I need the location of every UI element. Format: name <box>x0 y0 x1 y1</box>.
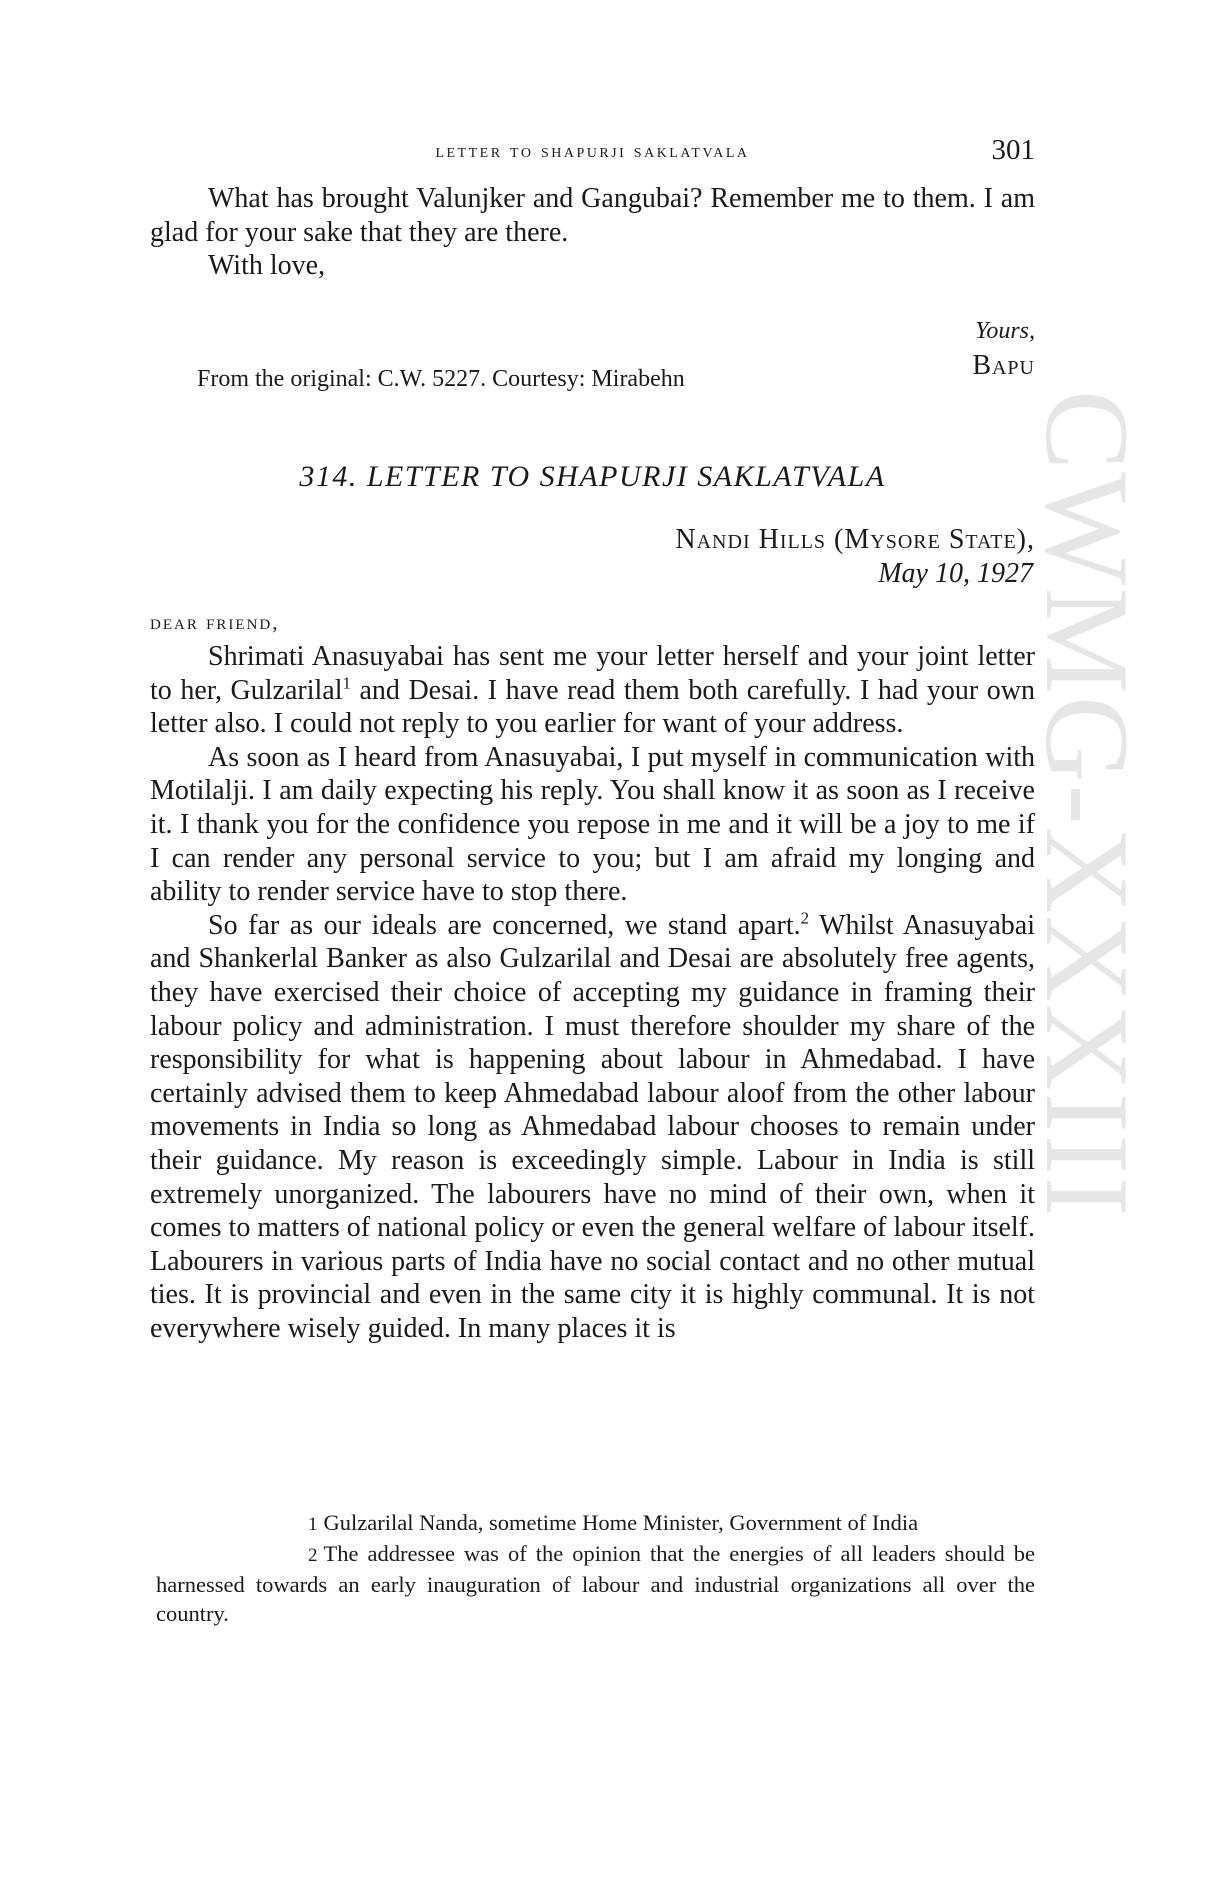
footnote-mark: 1 <box>308 1514 318 1535</box>
previous-letter-valediction: With love, <box>208 250 326 282</box>
signature: Bapu <box>972 350 1035 381</box>
footnotes <box>156 1508 1035 1628</box>
previous-letter-ending <box>150 182 1035 283</box>
page-header <box>150 134 1035 174</box>
paragraph-text: and Desai. I have read them both carefully. I had your own letter also. I could not reply to you earlier for want of your address. <box>150 674 1035 740</box>
closing-yours: Yours, <box>975 318 1035 344</box>
watermark-text: CWMG-XXXIII <box>1021 390 1154 1219</box>
letter-date: May 10, 1927 <box>878 558 1033 589</box>
footnote-ref: 2 <box>800 908 810 928</box>
paragraph-text: Shrimati Anasuyabai has sent me your letter herself and your joint letter to her, Gulzarilal <box>150 641 1035 706</box>
previous-letter-paragraph: What has brought Valunjker and Gangubai? Remember me to them. I am glad for your sake that they are there. <box>150 183 1035 248</box>
footnote-text: Gulzarilal Nanda, sometime Home Minister, Government of India <box>323 1510 919 1535</box>
footnote-mark: 2 <box>308 1545 318 1566</box>
letter-paragraph: As soon as I heard from Anasuyabai, I put myself in communication with Motilalji. I am daily expecting his reply. You shall know it as soon as I receive it. I thank you for the confidence you repose in me and it will be a joy to me if I can render any personal service to you; but I am afraid my longing and ability to render service have to stop there. <box>150 741 1035 908</box>
salutation: dear friend, <box>150 610 280 634</box>
footnote <box>156 1539 1035 1628</box>
running-head: letter to shapurji saklatvala <box>435 140 750 162</box>
paragraph-text: So far as our ideals are concerned, we stand apart. <box>208 909 801 941</box>
page-number: 301 <box>991 134 1035 166</box>
letter-body <box>150 640 1035 1345</box>
footnote-text: The addressee was of the opinion that the energies of all leaders should be harnessed towards an early inauguration of labour and industrial organizations all over the country. <box>156 1541 1035 1626</box>
footnote-ref: 1 <box>342 673 351 693</box>
letter-paragraph <box>150 909 1035 1346</box>
paragraph-text: Whilst Anasuyabai and Shankerlal Banker as also Gulzarilal and Desai are absolutely free agents, they have exercised their choice of accepting my guidance in framing their labour policy and administration. I must therefore shoulder my share of the responsibility for what is happening about labour in Ahmedabad. I have certainly advised them to keep Ahmedabad labour aloof from the other labour movements in India so long as Ahmedabad labour chooses to remain under their guidance. My reason is exceedingly simple. Labour in India is still extremely unorganized. The labourers have no mind of their own, when it comes to matters of national policy or even the general welfare of labour itself. Labourers in various parts of India have no social contact and no other mutual ties. It is provincial and even in the same city it is highly communal. It is not everywhere wisely guided. In many places it is <box>150 909 1035 1344</box>
letter-paragraph <box>150 640 1035 741</box>
document-heading: 314. LETTER TO SHAPURJI SAKLATVALA <box>299 460 886 493</box>
footnote <box>156 1508 1035 1539</box>
source-note: From the original: C.W. 5227. Courtesy: Mirabehn <box>197 366 685 392</box>
letter-place: Nandi Hills (Mysore State), <box>675 524 1035 555</box>
